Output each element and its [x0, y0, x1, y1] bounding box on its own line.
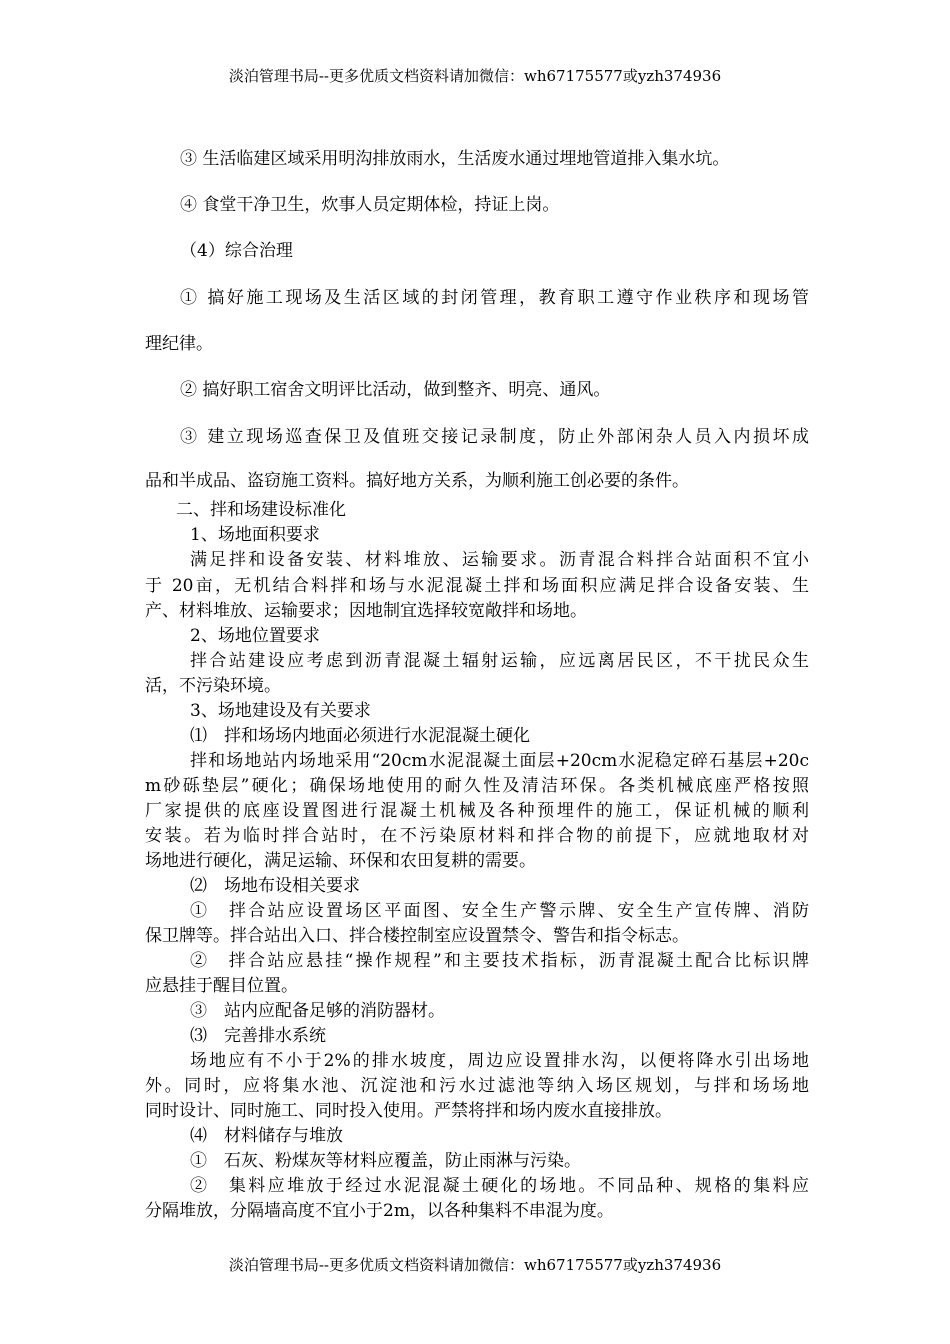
paragraph-line: 场地应有不小于2%的排水坡度，周边应设置排水沟，以便将降水引出场地 — [190, 1051, 809, 1071]
paragraph-line: ③ 生活临建区域采用明沟排放雨水，生活废水通过埋地管道排入集水坑。 — [180, 149, 730, 169]
paragraph-line: ④ 食堂干净卫生，炊事人员定期体检，持证上岗。 — [180, 195, 560, 215]
section-heading: 二、拌和场建设标准化 — [176, 500, 346, 520]
paragraph-line: 厂家提供的底座设置图进行混凝土机械及各种预埋件的施工，保证机械的顺利 — [145, 801, 809, 821]
paragraph-line: 品和半成品、盗窃施工资料。搞好地方关系，为顺利施工创必要的条件。 — [145, 471, 689, 491]
paragraph-line: 分隔堆放，分隔墙高度不宜小于2m，以各种集料不串混为度。 — [145, 1201, 614, 1221]
paragraph-line: ② 集料应堆放于经过水泥混凝土硬化的场地。不同品种、规格的集料应 — [190, 1176, 809, 1196]
paragraph-line: ③ 建立现场巡查保卫及值班交接记录制度，防止外部闲杂人员入内损坏成 — [180, 427, 809, 447]
paragraph-line: 拌合站建设应考虑到沥青混凝土辐射运输，应远离居民区，不干扰民众生 — [190, 651, 809, 671]
paragraph-line: 应悬挂于醒目位置。 — [145, 976, 298, 996]
page-footer: 淡泊管理书局--更多优质文档资料请加微信：wh67175577或yzh374936 — [228, 1256, 722, 1274]
paragraph-line: 满足拌和设备安装、材料堆放、运输要求。沥青混合料拌合站面积不宜小 — [190, 550, 809, 570]
paragraph-line: 安装。若为临时拌合站时，在不污染原材料和拌合物的前提下，应就地取材对 — [145, 826, 809, 846]
paragraph-line: ③ 站内应配备足够的消防器材。 — [190, 1001, 445, 1021]
paragraph-line: 外。同时，应将集水池、沉淀池和污水过滤池等纳入场区规划，与拌和场场地 — [145, 1076, 809, 1096]
paragraph-line: ① 搞好施工现场及生活区域的封闭管理，教育职工遵守作业秩序和现场管 — [180, 288, 809, 308]
subsection-heading: ⑵ 场地布设相关要求 — [190, 876, 360, 896]
subsection-heading: ⑷ 材料储存与堆放 — [190, 1126, 343, 1146]
paragraph-line: ② 拌合站应悬挂“操作规程”和主要技术指标，沥青混凝土配合比标识牌 — [190, 951, 809, 971]
subsection-heading: 3、场地建设及有关要求 — [190, 701, 371, 721]
paragraph-line: ② 搞好职工宿舍文明评比活动，做到整齐、明亮、通风。 — [180, 380, 611, 400]
paragraph-line: ① 拌合站应设置场区平面图、安全生产警示牌、安全生产宣传牌、消防 — [190, 901, 809, 921]
subsection-heading: 1、场地面积要求 — [190, 525, 320, 545]
page-header: 淡泊管理书局--更多优质文档资料请加微信：wh67175577或yzh374936 — [228, 67, 722, 85]
paragraph-line: m砂砾垫层”硬化；确保场地使用的耐久性及清洁环保。各类机械底座严格按照 — [145, 776, 809, 796]
paragraph-line: 保卫牌等。拌合站出入口、拌合楼控制室应设置禁令、警告和指令标志。 — [145, 926, 689, 946]
paragraph-line: ① 石灰、粉煤灰等材料应覆盖，防止雨淋与污染。 — [190, 1151, 581, 1171]
paragraph-line: 同时设计、同时施工、同时投入使用。严禁将拌和场内废水直接排放。 — [145, 1101, 672, 1121]
paragraph-line: 活，不污染环境。 — [145, 676, 281, 696]
subsection-heading: ⑴ 拌和场场内地面必须进行水泥混凝土硬化 — [190, 726, 530, 746]
subsection-heading: 2、场地位置要求 — [190, 626, 320, 646]
section-heading: （4）综合治理 — [180, 241, 293, 261]
paragraph-line: 于 20亩，无机结合料拌和场与水泥混凝土拌和场面积应满足拌合设备安装、生 — [145, 576, 809, 596]
paragraph-line: 拌和场地站内场地采用“20cm水泥混凝土面层+20cm水泥稳定碎石基层+20c — [190, 751, 809, 771]
paragraph-line: 场地进行硬化，满足运输、环保和农田复耕的需要。 — [145, 851, 536, 871]
paragraph-line: 理纪律。 — [145, 334, 213, 354]
paragraph-line: 产、材料堆放、运输要求；因地制宜选择较宽敞拌和场地。 — [145, 601, 587, 621]
subsection-heading: ⑶ 完善排水系统 — [190, 1026, 326, 1046]
